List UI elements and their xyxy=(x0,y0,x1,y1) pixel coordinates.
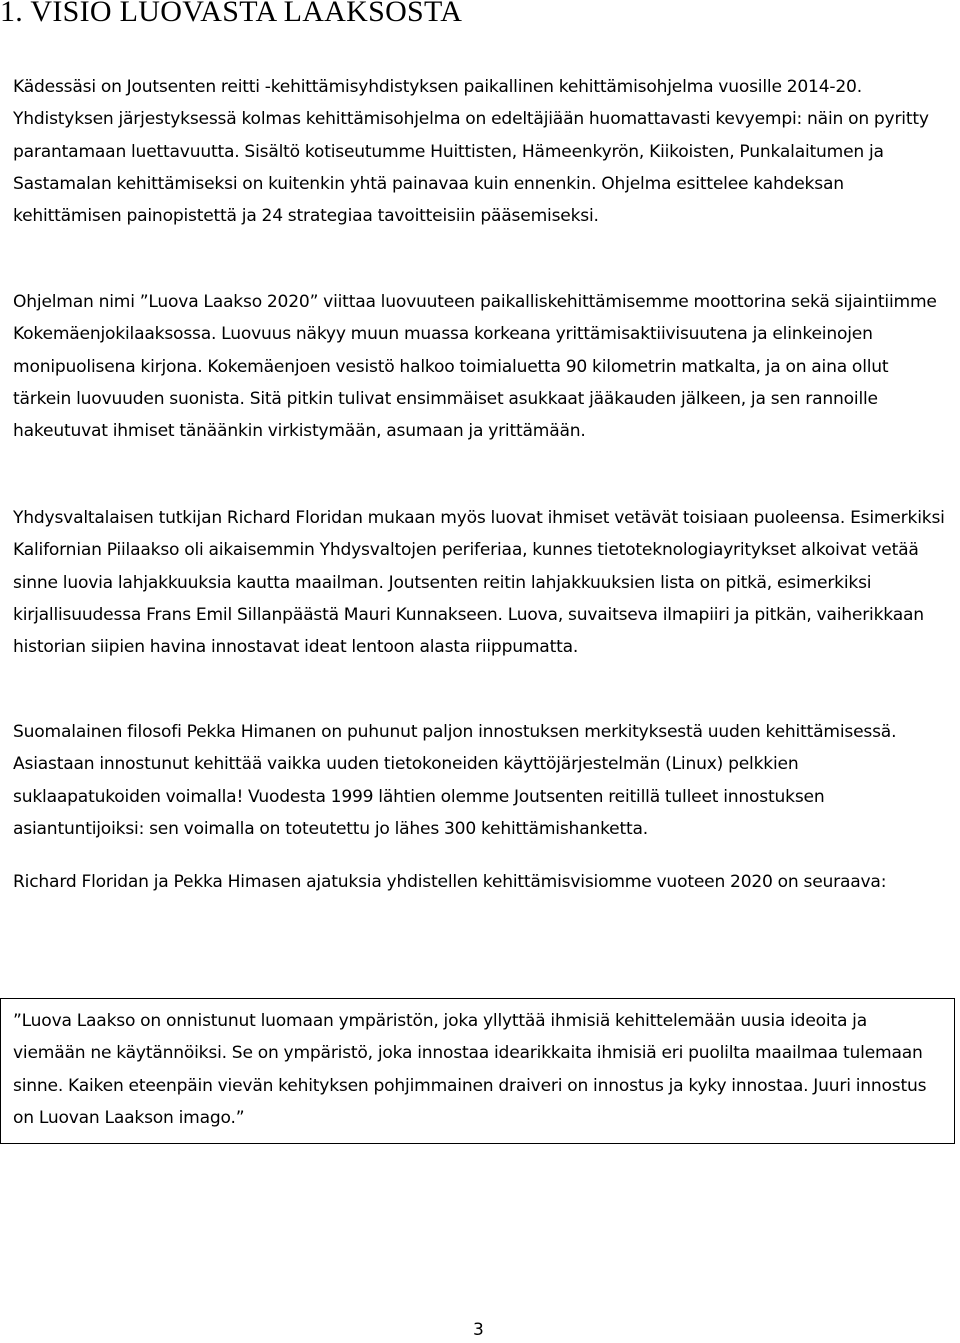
paragraph-name-meaning: Ohjelman nimi ”Luova Laakso 2020” viittaa luovuuteen paikalliskehittämisemme moottorina sekä sijaintiimme Kokemäenjokilaaksossa. Luovuus näkyy muun muassa korkeana yrittämisaktiivisuutena ja elinkeinojen monipuolisena kirjona. Kokemäenjoen vesistö halkoo toimialuetta 90 kilometrin matkalta, ja on aina ollut tärkein luovuuden suonista. Sitä pitkin tulivat ensimmäiset asukkaat jääkauden jälkeen, ja sen rannoille hakeutuvat ihmiset tänäänkin virkistymään, asumaan ja yrittämään. xyxy=(13,292,937,442)
paragraph-intro: Kädessäsi on Joutsenten reitti -kehittämisyhdistyksen paikallinen kehittämisohjelma vuosille 2014-20. Yhdistyksen järjestyksessä kolmas kehittämisohjelma on edeltäjiään huomattavasti kevyempi: näin on pyritty parantamaan luettavuutta. Sisältö kotiseutumme Huittisten, Hämeenkyrön, Kiikoisten, Punkalaitumen ja Sastamalan kehittämiseksi on kuitenkin yhtä painavaa kuin ennenkin. Ohjelma esittelee kahdeksan kehittämisen painopistettä ja 24 strategiaa tavoitteisiin pääsemiseksi. xyxy=(13,77,929,227)
paragraph-vision-intro: Richard Floridan ja Pekka Himasen ajatuksia yhdistellen kehittämisvisiomme vuoteen 2020 on seuraava: xyxy=(13,872,887,892)
vision-quote-text: ”Luova Laakso on onnistunut luomaan ympäristön, joka yllyttää ihmisiä kehittelemään uusia ideoita ja viemään ne käytännöiksi. Se on ympäristö, joka innostaa idearikkaita ihmisiä eri puolilta maailmaa tulemaan sinne. Kaiken eteenpäin vievän kehityksen pohjimmainen draiveri on innostus ja kyky innostaa. Juuri innostus on Luovan Laakson imago.” xyxy=(13,1011,927,1128)
page-number: 3 xyxy=(473,1320,484,1340)
paragraph-himanen: Suomalainen filosofi Pekka Himanen on puhunut paljon innostuksen merkityksestä uuden kehittämisessä. Asiastaan innostunut kehittää vaikka uuden tietokoneiden käyttöjärjestelmän (Linux) pelkkien suklaapatukoiden voimalla! Vuodesta 1999 lähtien olemme Joutsenten reitillä tulleet innostuksen asiantuntijoiksi: sen voimalla on toteutettu jo lähes 300 kehittämishanketta. xyxy=(13,722,897,839)
section-heading: 1. VISIO LUOVASTA LAAKSOSTA xyxy=(0,0,463,28)
paragraph-florida: Yhdysvaltalaisen tutkijan Richard Floridan mukaan myös luovat ihmiset vetävät toisiaan puoleensa. Esimerkiksi Kalifornian Piilaakso oli aikaisemmin Yhdysvaltojen periferiaa, kunnes tietoteknologiayritykset alkoivat vetää sinne luovia lahjakkuuksia kautta maailman. Joutsenten reitin lahjakkuuksien lista on pitkä, esimerkiksi kirjallisuudessa Frans Emil Sillanpäästä Mauri Kunnakseen. Luova, suvaitseva ilmapiiri ja pitkän, vaiherikkaan historian siipien havina innostavat ideat lentoon alasta riippumatta. xyxy=(13,508,945,658)
vision-quote-box xyxy=(0,998,955,1144)
